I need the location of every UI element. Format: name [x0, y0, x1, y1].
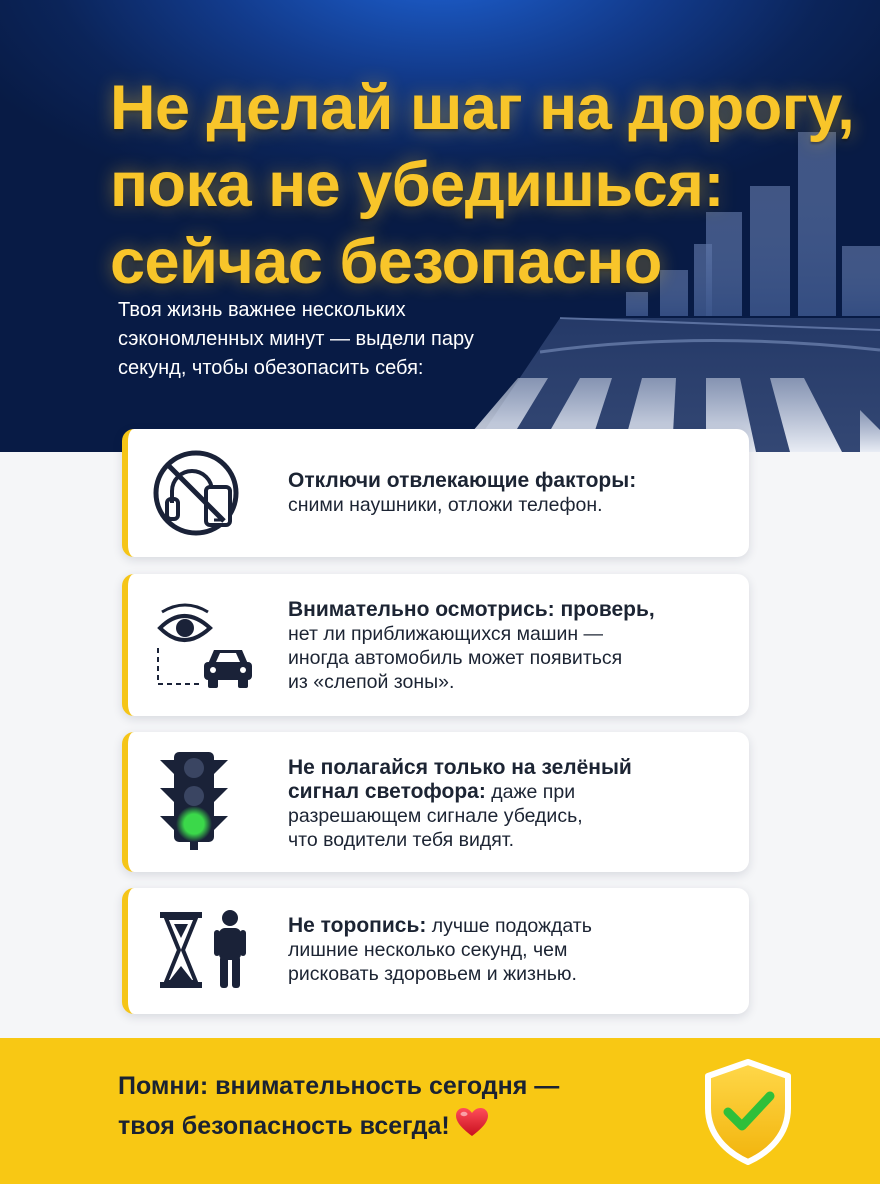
tip-line-regular: разрешающем сигнале убедись, [288, 805, 583, 827]
tip-line-regular: сними наушники, отложи телефон. [288, 494, 603, 516]
tip-line [288, 756, 743, 780]
tip-line-regular: лишние несколько секунд, чем [288, 939, 568, 961]
tip-line-regular: иногда автомобиль может появиться [288, 647, 623, 669]
tip-line [288, 804, 743, 828]
traffic-light-icon [156, 750, 232, 854]
eye-car-icon [152, 602, 256, 694]
hourglass-pedestrian-icon [156, 908, 252, 994]
tip-line [288, 598, 743, 622]
tip-line-regular: что водители тебя видят. [288, 829, 514, 851]
tip-line-regular: рисковать здоровьем и жизнью. [288, 963, 577, 985]
tip-line-bold: Не торопись: [288, 914, 427, 937]
hero-banner [0, 0, 880, 452]
tip-line [288, 780, 743, 804]
tip-line [288, 622, 743, 646]
heart-icon [454, 1106, 490, 1138]
footer-banner [0, 1038, 880, 1184]
tip-line [288, 914, 743, 938]
tip-card-look-around [122, 574, 749, 716]
tip-line [288, 828, 743, 852]
poster-subtitle-line: сэкономленных минут — выдели пару [118, 328, 474, 350]
poster-title-line: пока не убедишься: [110, 150, 724, 220]
tip-line [288, 469, 743, 493]
tip-card-distractions [122, 429, 749, 557]
tip-text [288, 756, 743, 852]
tip-line-bold: Не полагайся только на зелёный [288, 756, 632, 779]
tip-line [288, 938, 743, 962]
poster-title-line: сейчас безопасно [110, 227, 662, 297]
tip-text [288, 598, 743, 694]
tip-card-no-rush [122, 888, 749, 1014]
footer-slogan-line [118, 1106, 638, 1146]
tip-line [288, 962, 743, 986]
tip-line [288, 646, 743, 670]
poster-subtitle [118, 296, 578, 383]
shield-check-icon [700, 1058, 796, 1166]
tip-text [288, 469, 743, 517]
tip-line-regular: лучше подождать [426, 915, 592, 937]
tip-line [288, 493, 743, 517]
poster-subtitle-line: Твоя жизнь важнее нескольких [118, 299, 406, 321]
poster-title-line: Не делай шаг на дорогу, [110, 73, 855, 143]
tip-line-regular: даже при [485, 781, 576, 803]
tip-text [288, 914, 743, 986]
tip-line [288, 670, 743, 694]
tip-line-bold: Внимательно осмотрись: проверь, [288, 598, 655, 621]
footer-slogan-text: твоя безопасность всегда! [118, 1112, 450, 1140]
tip-card-traffic-light [122, 732, 749, 872]
no-headphones-phone-icon [150, 447, 242, 539]
poster-subtitle-line: секунд, чтобы обезопасить себя: [118, 357, 424, 379]
poster-title [110, 70, 855, 301]
tip-line-bold: сигнал светофора: [288, 780, 486, 803]
tip-line-regular: из «слепой зоны». [288, 671, 455, 693]
tip-line-regular: нет ли приближающихся машин — [288, 623, 604, 645]
footer-slogan [118, 1066, 638, 1146]
footer-slogan-line: Помни: внимательность сегодня — [118, 1072, 560, 1100]
tip-line-bold: Отключи отвлекающие факторы: [288, 469, 637, 492]
